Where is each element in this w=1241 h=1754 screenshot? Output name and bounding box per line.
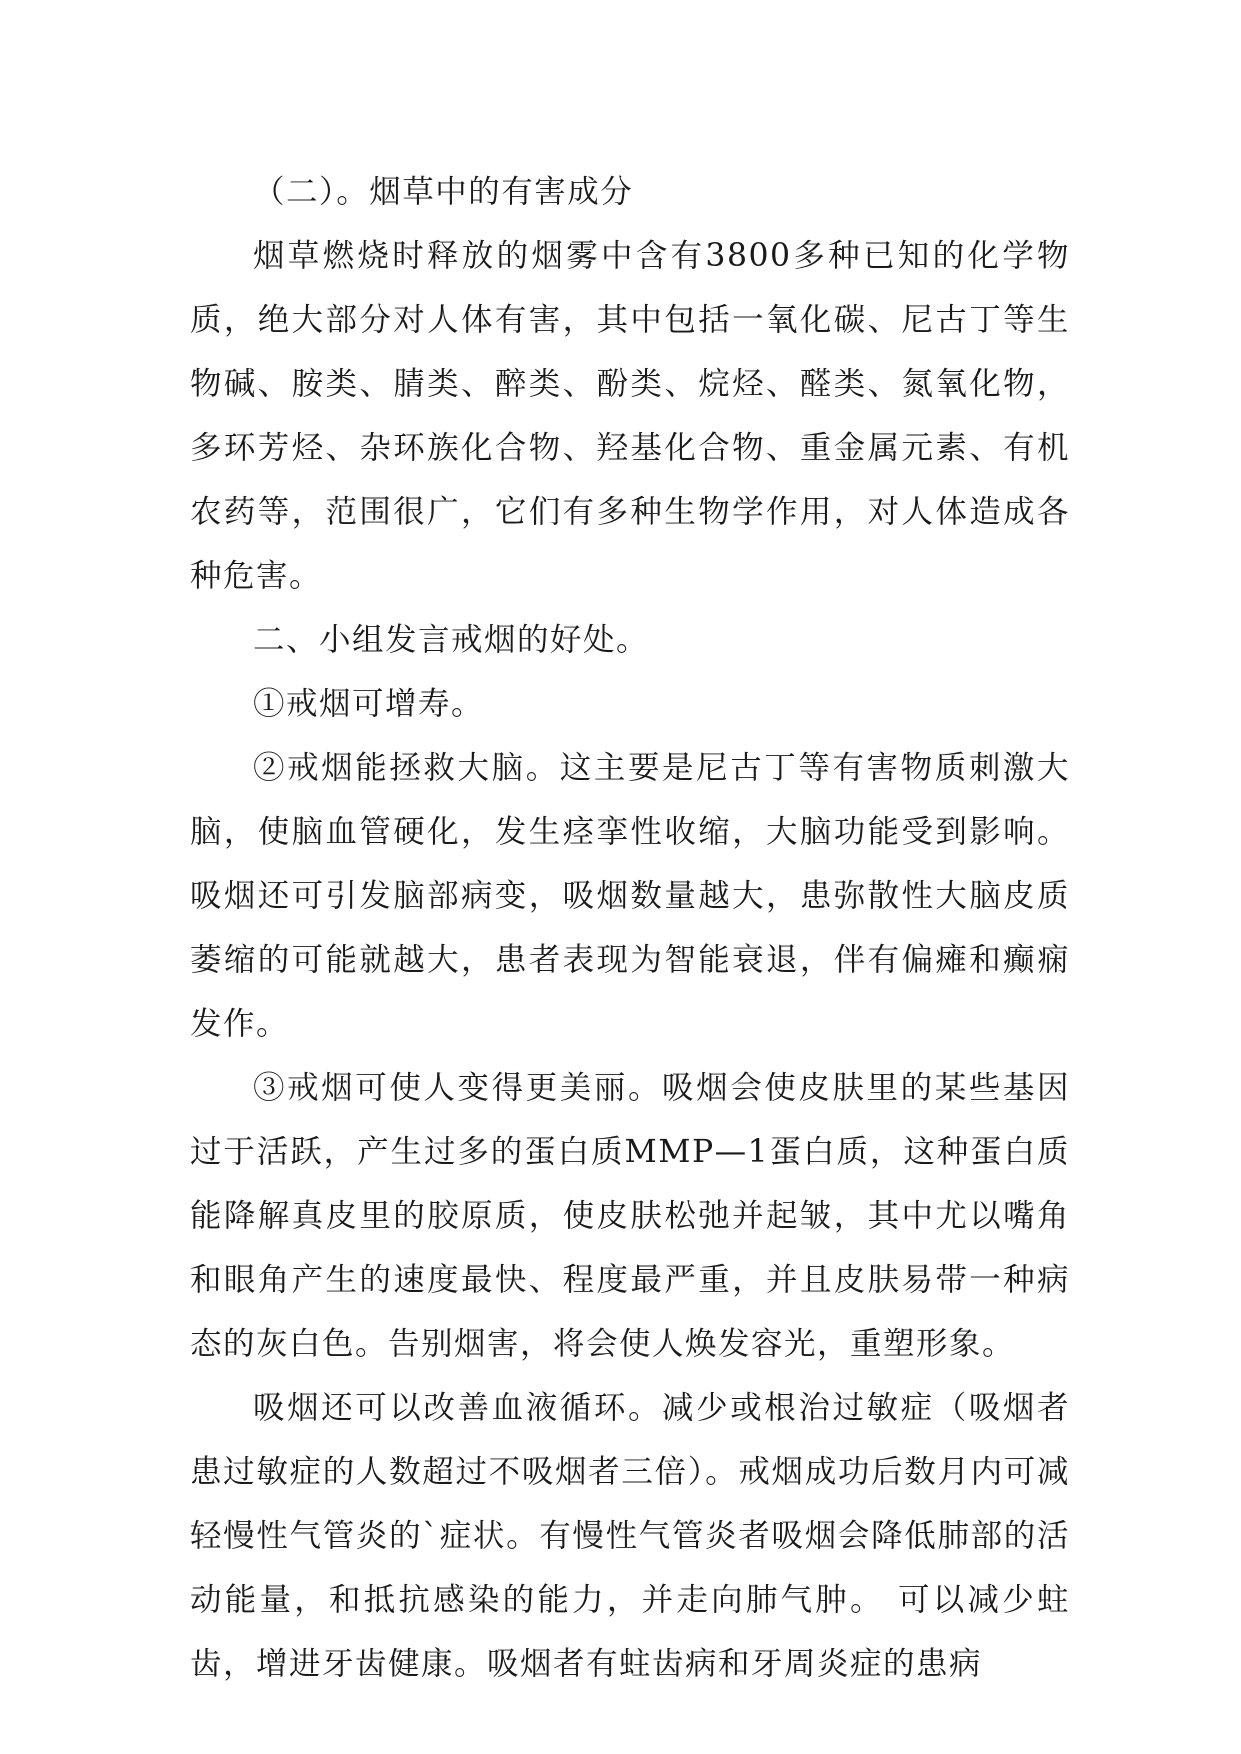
- document-body: [190, 160, 1070, 1696]
- paragraph-circulation: 吸烟还可以改善血液循环。减少或根治过敏症（吸烟者患过敏症的人数超过不吸烟者三倍）。戒烟成功后数月内可减轻慢性气管炎的`症状。有慢性气管炎者吸烟会降低肺部的活动能量，和抵抗感染的能力，并走向肺气肿。 可以减少蛀齿，增进牙齿健康。吸烟者有蛀齿病和牙周炎症的患病: [190, 1390, 1070, 1682]
- list-item-beauty: ③戒烟可使人变得更美丽。吸烟会使皮肤里的某些基因过于活跃，产生过多的蛋白质MMP—1蛋白质，这种蛋白质能降解真皮里的胶原质，使皮肤松弛并起皱，其中尤以嘴角和眼角产生的速度最快、程度最严重，并且皮肤易带一种病态的灰白色。告别烟害，将会使人焕发容光，重塑形象。: [190, 1070, 1070, 1362]
- section-heading-harmful-components: （二）。烟草中的有害成分: [253, 174, 634, 210]
- list-item-brain: ②戒烟能拯救大脑。这主要是尼古丁等有害物质刺激大脑，使脑血管硬化，发生痉挛性收缩，大脑功能受到影响。吸烟还可引发脑部病变，吸烟数量越大，患弥散性大脑皮质萎缩的可能就越大，患者表现为智能衰退，伴有偏瘫和癫痫发作。: [190, 750, 1070, 1042]
- section-heading-benefits: 二、小组发言戒烟的好处。: [253, 622, 650, 658]
- paragraph-smoke-chemicals: 烟草燃烧时释放的烟雾中含有3800多种已知的化学物质，绝大部分对人体有害，其中包括一氧化碳、尼古丁等生物碱、胺类、腈类、醉类、酚类、烷烃、醛类、氮氧化物，多环芳烃、杂环族化合物、羟基化合物、重金属元素、有机农药等，范围很广，它们有多种生物学作用，对人体造成各种危害。: [190, 238, 1070, 594]
- list-item-longevity: ①戒烟可增寿。: [253, 686, 485, 722]
